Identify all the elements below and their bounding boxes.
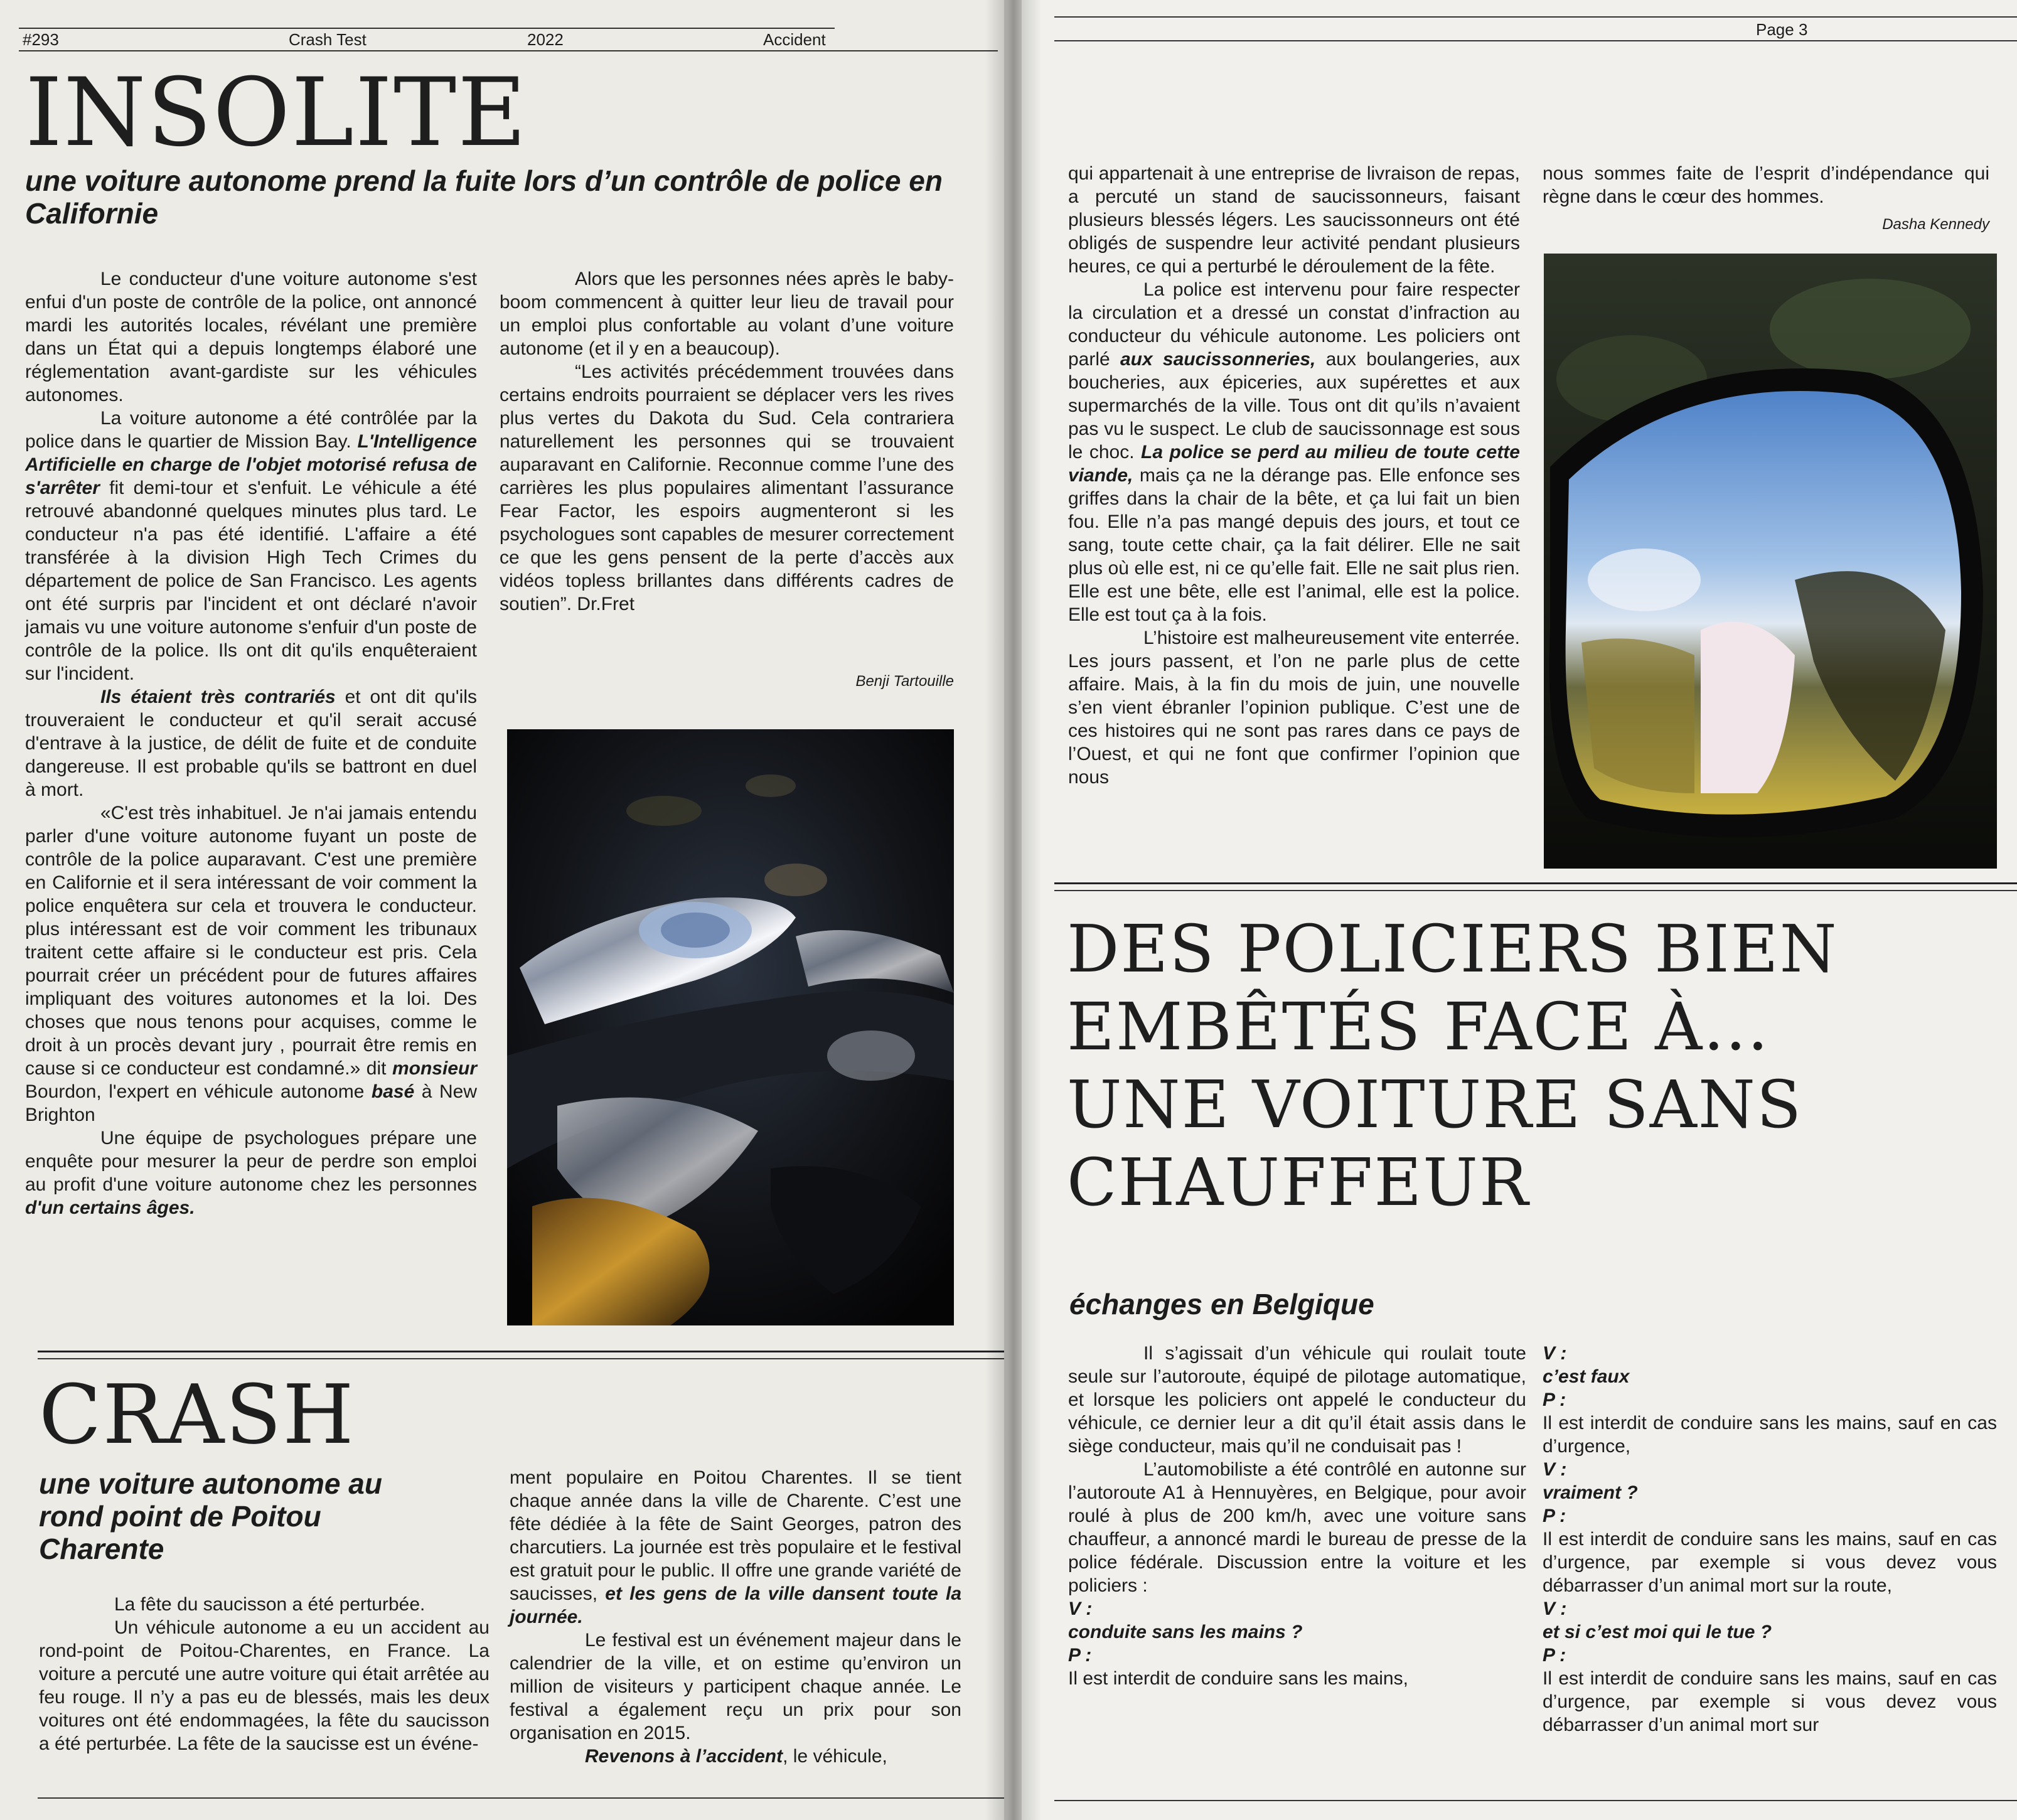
paragraph bbox=[510, 1466, 961, 1629]
dialog-line: et si c’est moi qui le tue ? bbox=[1543, 1622, 1772, 1642]
body-text: La fête du saucisson a été perturbée. bbox=[114, 1594, 425, 1615]
book-gutter bbox=[985, 0, 1042, 1820]
policiers-column-2 bbox=[1543, 1342, 1997, 1737]
publication-year: 2022 bbox=[527, 30, 564, 49]
body-text: La police est intervenu pour faire respecter la circulation et a dressé un constat d’infraction au conducteur du véhicule autonome. Les policiers ont parlé bbox=[1068, 279, 1520, 370]
insolite-column-1 bbox=[25, 267, 477, 1219]
dialog-speaker: P : bbox=[1543, 1506, 1566, 1526]
right-section-divider-2 bbox=[1054, 890, 2017, 891]
paragraph bbox=[500, 360, 954, 616]
left-page bbox=[0, 0, 1004, 1820]
right-header-rule-top bbox=[1054, 16, 2017, 18]
body-text: Le festival est un événement majeur dans le calendrier de la ville, et on estime qu’environ un million de visiteurs y participent chaque année. Le festival a également reçu un prix pour son organisation en 2015. bbox=[510, 1630, 961, 1743]
dialog-line: Il est interdit de conduire sans les mains, sauf en cas d’urgence, bbox=[1543, 1413, 1997, 1457]
dialog-speaker: P : bbox=[1543, 1389, 1566, 1410]
paragraph bbox=[510, 1745, 961, 1768]
header-rule-top bbox=[19, 28, 835, 29]
paragraph bbox=[1068, 1342, 1526, 1458]
emphasis-text: Ils étaient très contrariés bbox=[100, 687, 336, 707]
body-text: mais ça ne la dérange pas. Elle enfonce ses griffes dans la chair de la bête, et ça lui fait un bien fou. Elle n’a pas mangé depuis des jours, et tout ce sang, toute cette chair, ça la fait délirer. Elle ne sait plus où elle est, ni ce qu’elle fait. Elle ne sait plus rien. Elle est une bête, elle est l’animal, elle est la police. Elle est tout ça à la fois. bbox=[1068, 465, 1520, 625]
body-text: fit demi-tour et s'enfuit. Le véhicule a été retrouvé abandonné quelques minutes plus tard. Le conducteur n'a pas été identifié. L'affaire a été transférée à la division High Tech Crimes du département de police de San Francisco. Les agents ont été surpris par l'incident et ont déclaré n'avoir jamais vu une voiture autonome s'enfuir d'un poste de contrôle de la police. Ils ont dit qu'ils enquêteraient sur l'incident. bbox=[25, 478, 477, 684]
policiers-title-line-2: EMBÊTÉS FACE À... bbox=[1067, 988, 1770, 1065]
body-text: La voiture autonome a été contrôlée par la police dans le quartier de Mission Bay. bbox=[25, 408, 477, 452]
insolite-title: INSOLITE bbox=[25, 58, 528, 168]
emphasis-text: L'Intelligence Artificielle en charge de l'objet motorisé refusa de s'arrêter bbox=[25, 431, 477, 498]
right-top-column-2-text: nous sommes faite de l’esprit d’indépendance qui règne dans le cœur des hommes. bbox=[1543, 163, 1989, 207]
emphasis-text: Revenons à l’accident bbox=[585, 1746, 783, 1767]
dialog-speaker: V : bbox=[1543, 1459, 1567, 1480]
side-mirror-photo bbox=[1544, 254, 1997, 869]
dialog-line: Il est interdit de conduire sans les mains, bbox=[1068, 1668, 1408, 1689]
section-divider-1 bbox=[38, 1351, 1004, 1352]
crash-subtitle: une voiture autonome au rond point de Poitou Charente bbox=[39, 1467, 382, 1565]
dialog-speaker: V : bbox=[1543, 1343, 1567, 1364]
car-tank-photo bbox=[507, 729, 954, 1325]
right-section-divider-1 bbox=[1054, 882, 2017, 884]
right-top-column-2 bbox=[1543, 162, 1989, 208]
policiers-title-line-1: DES POLICIERS BIEN bbox=[1067, 911, 1838, 987]
body-text: , le véhicule, bbox=[783, 1746, 887, 1767]
paragraph bbox=[25, 685, 477, 801]
body-text: ment populaire en Poitou Charentes. Il se tient chaque année dans la ville de Charente. C’est une fête dédiée à la fête de Saint Georges, patron des charcutiers. La journée est très populaire et le festival est gratuit pour le public. Il offre une grande variété de saucisses, bbox=[510, 1467, 961, 1604]
footer-rule-left bbox=[38, 1797, 1004, 1799]
insolite-column-2 bbox=[500, 267, 954, 616]
header-rule-bottom bbox=[19, 50, 998, 51]
body-text: à New Brighton bbox=[25, 1081, 477, 1125]
emphasis-text: d'un certains âges. bbox=[25, 1197, 195, 1218]
dialog-speaker: V : bbox=[1068, 1598, 1093, 1619]
footer-rule-right bbox=[1054, 1800, 2017, 1801]
dialog-line: Il est interdit de conduire sans les mains, sauf en cas d’urgence, par exemple si vous devez vous débarrasser d’un animal mort sur bbox=[1543, 1668, 1997, 1735]
dialog-speaker: V : bbox=[1543, 1598, 1567, 1619]
right-header-rule-bottom bbox=[1054, 40, 2017, 41]
emphasis-text: La police se perd au milieu de toute cette viande, bbox=[1068, 442, 1520, 486]
section-divider-2 bbox=[38, 1358, 1004, 1359]
paragraph bbox=[39, 1616, 490, 1755]
body-text: Une équipe de psychologues prépare une enquête pour mesurer la peur de perdre son emploi au profit d'une voiture autonome chez les personnes bbox=[25, 1128, 477, 1195]
paragraph bbox=[1068, 162, 1520, 278]
paragraph bbox=[500, 267, 954, 360]
body-text: et ont dit qu'ils trouveraient le conducteur et qu'il serait accusé d'entrave à la justice, de délit de fuite et de conduite dangereuse. Il est probable qu'ils se battront en duel à mort. bbox=[25, 687, 477, 800]
dialog-line: c’est faux bbox=[1543, 1366, 1630, 1387]
crash-title: CRASH bbox=[39, 1367, 355, 1462]
policiers-title bbox=[1067, 910, 2008, 1221]
paragraph bbox=[25, 407, 477, 685]
body-text: Un véhicule autonome a eu un accident au rond-point de Poitou-Charentes, en France. La voiture a percuté une autre voiture qui était arrêtée au feu rouge. Il n’y a pas eu de blessés, mais les deux voitures ont été endommagées, la fête du saucisson a été perturbée. La fête de la saucisse est un événe- bbox=[39, 1617, 490, 1754]
publication-name: Crash Test bbox=[289, 30, 366, 49]
body-text: L’automobiliste a été contrôlé en autonne sur l’autoroute A1 à Hennuyères, en Belgique, pour avoir roulé à plus de 200 km/h, avec une voiture sans chauffeur, a annoncé mardi le bureau de presse de la police fédérale. Discussion entre la voiture et les policiers : bbox=[1068, 1459, 1526, 1596]
paragraph bbox=[1068, 278, 1520, 626]
emphasis-text: et les gens de la ville dansent toute la journée. bbox=[510, 1583, 962, 1627]
insolite-credit: Benji Tartouille bbox=[855, 673, 954, 690]
policiers-subtitle: échanges en Belgique bbox=[1069, 1288, 1374, 1320]
policiers-column-1 bbox=[1068, 1342, 1526, 1690]
right-top-column-1 bbox=[1068, 162, 1520, 789]
paragraph bbox=[25, 1127, 477, 1219]
page-number: Page 3 bbox=[1756, 20, 1808, 39]
paragraph bbox=[1068, 1458, 1526, 1597]
body-text: Alors que les personnes nées après le baby-boom commencent à quitter leur lieu de travail pour un emploi plus confortable au volant d’une voiture autonome (et il y en a beaucoup). bbox=[500, 269, 954, 359]
emphasis-text: aux saucissonneries, bbox=[1120, 349, 1316, 370]
dialog-line: vraiment ? bbox=[1543, 1482, 1638, 1503]
dialog-speaker: P : bbox=[1068, 1645, 1092, 1666]
paragraph bbox=[25, 801, 477, 1127]
body-text: “Les activités précédemment trouvées dans certains endroits pourraient se déplacer vers les rives plus vertes du Dakota du Sud. Cela contrariera naturellement les personnes qui se trouvaient auparavant en Californie. Reconnue comme l’une des carrières les plus populaires alimentant l’assurance Fear Factor, les espoirs augmenteront si les psychologues sont capables de mesurer correctement ce que les gens pensent de la perte d’accès aux vidéos topless brillantes dans différents cadres de soutien”. Dr.Fret bbox=[500, 361, 954, 614]
body-text: qui appartenait à une entreprise de livraison de repas, a percuté un stand de saucissonneurs, faisant plusieurs blessés légers. Les saucissonneurs ont été obligés de suspendre leur activité pendant plusieurs heures, ce qui a perturbé le déroulement de la fête. bbox=[1068, 163, 1520, 277]
paragraph bbox=[510, 1629, 961, 1745]
dialog-line: Il est interdit de conduire sans les mains, sauf en cas d’urgence, par exemple si vous devez vous débarrasser d’un animal mort sur la route, bbox=[1543, 1529, 1997, 1596]
dialog-line: conduite sans les mains ? bbox=[1068, 1622, 1303, 1642]
paragraph bbox=[25, 267, 477, 407]
paragraph bbox=[1068, 626, 1520, 789]
body-text: Bourdon, l'expert en véhicule autonome bbox=[25, 1081, 372, 1102]
body-text: L’histoire est malheureusement vite enterrée. Les jours passent, et l’on ne parle plus de cette affaire. Mais, à la fin du mois de juin, une nouvelle s’en vient ébranler l’opinion publique. C’est une de ces histoires qui ne sont pas rares dans ce pays de l’Ouest, et qui ne font que confirmer l’opinion que nous bbox=[1068, 628, 1520, 788]
body-text: Le conducteur d'une voiture autonome s'est enfui d'un poste de contrôle de la police, ont annoncé mardi les autorités locales, révélant une première dans un État qui a depuis longtemps élaboré une réglementation avant-gardiste sur les véhicules autonomes. bbox=[25, 269, 477, 405]
body-text: Il s’agissait d’un véhicule qui roulait toute seule sur l’autoroute, équipé de pilotage automatique, et lorsque les policiers ont appelé le conducteur du véhicule, ce dernier leur a dit qu’il était assis dans le siège conducteur, mais qu’il ne conduisait pas ! bbox=[1068, 1343, 1526, 1457]
paragraph bbox=[39, 1593, 490, 1616]
section-name: Accident bbox=[763, 30, 826, 49]
policiers-title-line-4: CHAUFFEUR bbox=[1067, 1144, 1530, 1221]
policiers-title-line-3: UNE VOITURE SANS bbox=[1067, 1066, 1803, 1143]
right-top-credit: Dasha Kennedy bbox=[1882, 216, 1989, 233]
right-page bbox=[1022, 0, 2017, 1820]
crash-column-2 bbox=[510, 1466, 961, 1768]
emphasis-text: monsieur bbox=[392, 1058, 477, 1079]
insolite-subtitle: une voiture autonome prend la fuite lors d’un contrôle de police en Californie bbox=[25, 164, 943, 230]
crash-column-1 bbox=[39, 1593, 490, 1755]
body-text: aux boulangeries, aux boucheries, aux épiceries, aux supérettes et aux supermarchés de la ville. Tous ont dit qu’ils n’avaient pas vu le suspect. Le club de saucissonnage est sous le choc. bbox=[1068, 349, 1520, 463]
body-text: «C'est très inhabituel. Je n'ai jamais entendu parler d'une voiture autonome fuyant un poste de contrôle de la police auparavant. C'est une première en Californie et il sera intéressant de voir comment la police enquêtera sur cela et trouvera le conducteur. plus intéressant est de voir comment les tribunaux traitent cette affaire si le conducteur est pris. Cela pourrait créer un précédent pour de futures affaires impliquant des voitures autonomes et la loi. Des choses que nous tenons pour acquises, comme le droit à un procès devant jury , pourrait être remis en cause si ce conducteur est condamné.» dit bbox=[25, 803, 477, 1079]
emphasis-text: basé bbox=[371, 1081, 415, 1102]
issue-number: #293 bbox=[23, 30, 59, 49]
dialog-speaker: P : bbox=[1543, 1645, 1566, 1666]
